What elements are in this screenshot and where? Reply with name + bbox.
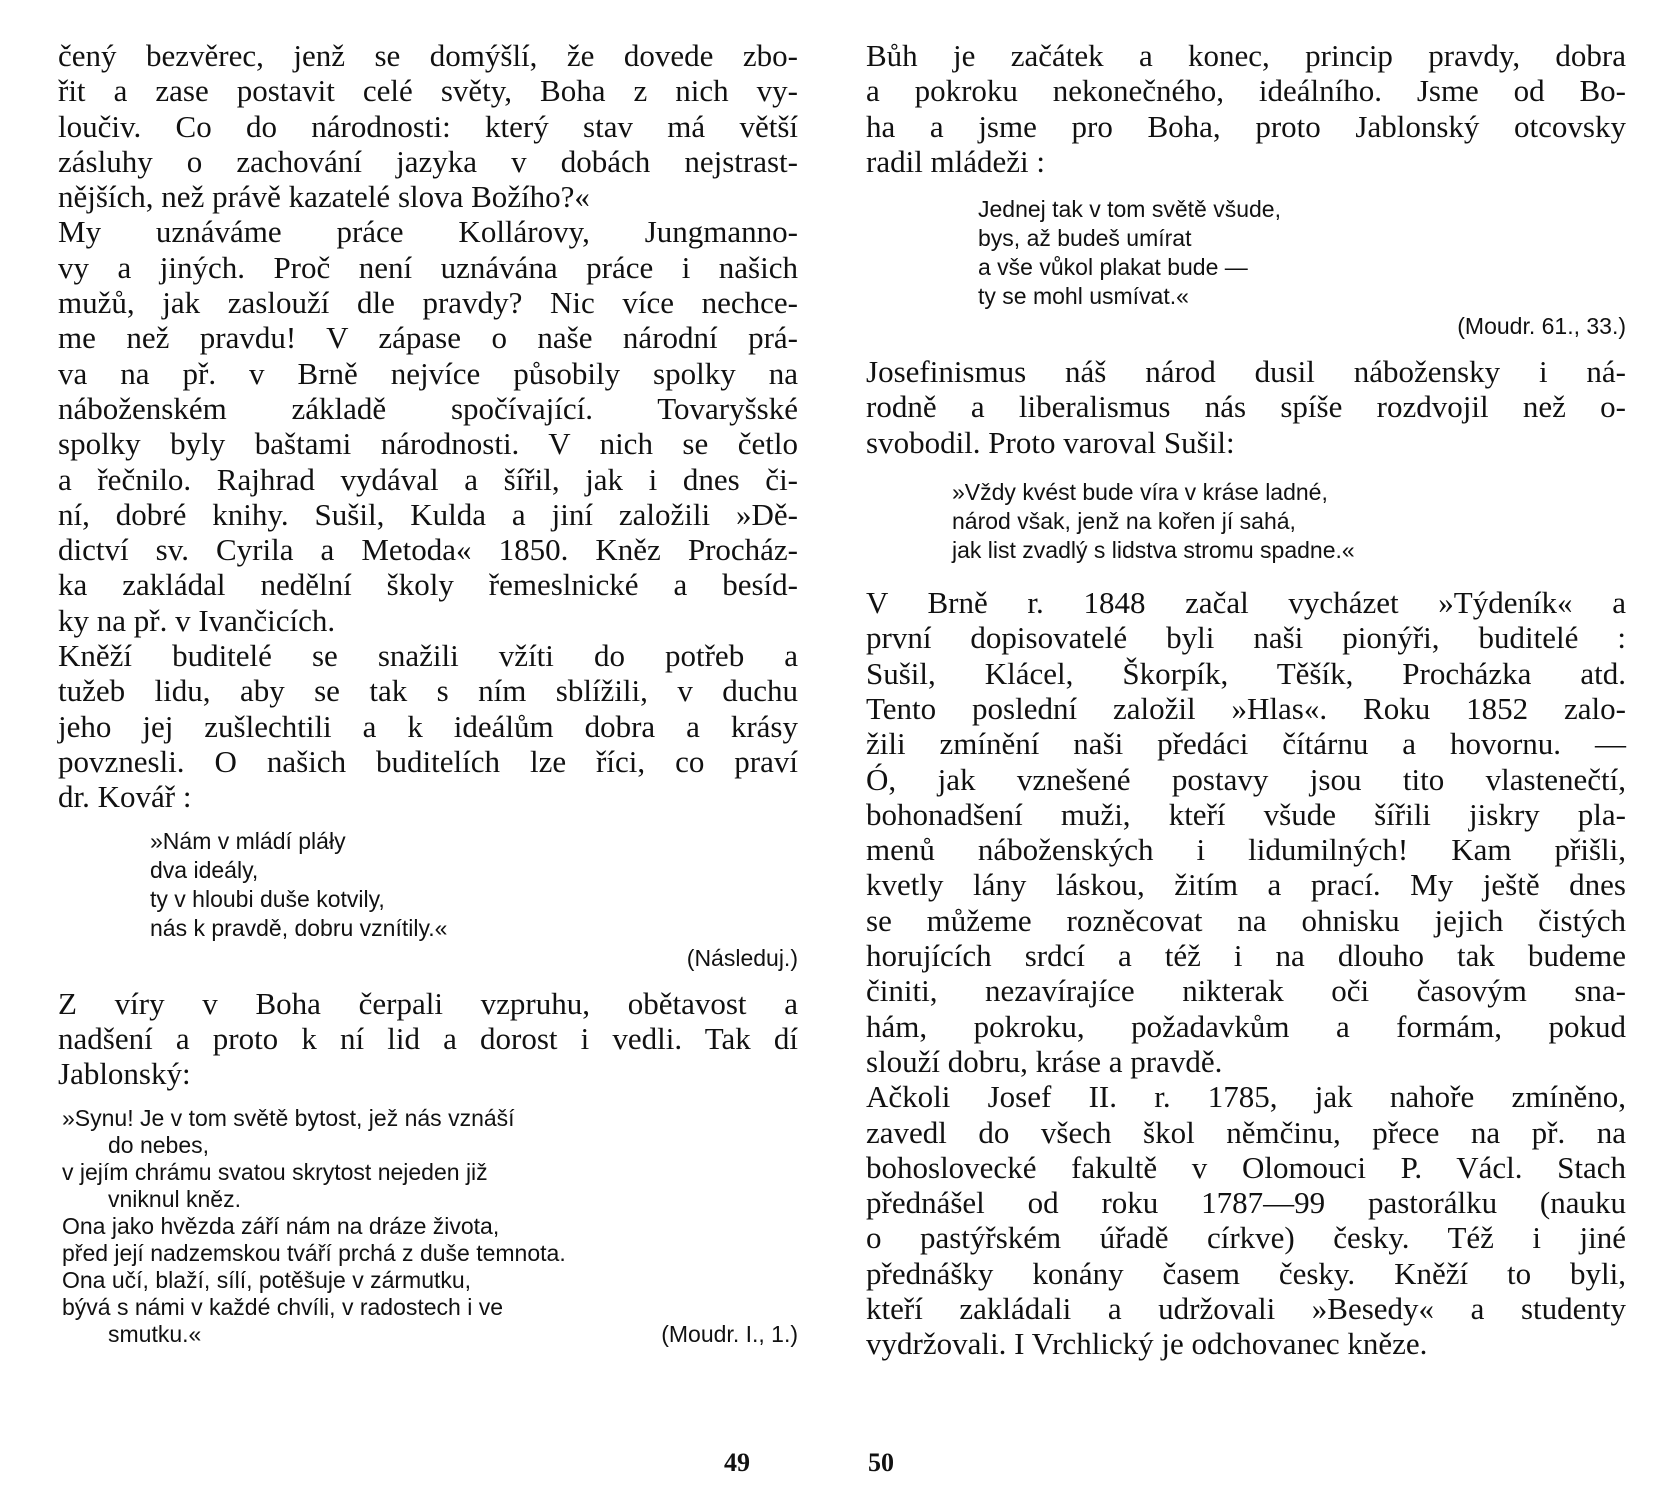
poem-line: bývá s námi v každé chvíli, v radostech i ve [62, 1294, 504, 1321]
poem-line: bys, až budeš umírat [978, 225, 1192, 252]
poem-line: vniknul kněz. [108, 1186, 241, 1213]
text-line: Ačkoli Josef II. r. 1785, jak nahoře zmíněno, [866, 1079, 1626, 1115]
text-line: dr. Kovář : [58, 779, 192, 815]
poem-line: nás k pravdě, dobru vznítily.« [150, 914, 448, 941]
poem-line: a vše vůkol plakat bude — [978, 254, 1248, 281]
poem-line: v jejím chrámu svatou skrytost nejeden již [62, 1159, 488, 1186]
text-line: Tento poslední založil »Hlas«. Roku 1852 zalo- [866, 690, 1626, 726]
text-line: zavedl do všech škol němčinu, přece na př. na [866, 1114, 1626, 1150]
text-line: svobodil. Proto varoval Sušil: [866, 424, 1235, 460]
text-line: povznesli. O našich buditelích lze říci, co praví [58, 743, 798, 779]
left-para-1 [58, 38, 798, 214]
right-citation-moudr: (Moudr. 61., 33.) [1457, 313, 1626, 340]
right-poem-susil [952, 478, 1626, 565]
text-line: náboženském základě spočívající. Tovaryšské [58, 390, 798, 426]
text-line: tužeb lidu, aby se tak s ním sblížili, v duchu [58, 673, 798, 709]
text-line: bohonadšení muži, kteří všude šířili jiskry pla- [866, 796, 1626, 832]
poem-line: »Synu! Je v tom světě bytost, jež nás vznáší [62, 1105, 515, 1132]
left-citation-moudr: (Moudr. I., 1.) [661, 1321, 798, 1348]
text-line: a pokroku nekonečného, ideálního. Jsme od Bo- [866, 73, 1626, 109]
left-para-3 [58, 638, 798, 814]
left-para-4 [58, 986, 798, 1092]
text-line: první dopisovatelé byli naši pionýři, buditelé : [866, 620, 1626, 656]
text-line: o pastýřském úřadě církve) česky. Též i jiné [866, 1220, 1626, 1256]
text-line: vydržovali. I Vrchlický je odchovanec kněze. [866, 1326, 1428, 1362]
text-line: mužů, jak zaslouží dle pravdy? Nic více nechce- [58, 285, 798, 321]
text-line: dictví sv. Cyrila a Metoda« 1850. Kněz Procház- [58, 532, 798, 568]
text-line: menů náboženských i lidumilných! Kam přišli, [866, 832, 1626, 868]
text-line: My uznáváme práce Kollárovy, Jungmanno- [58, 214, 798, 250]
text-line: a řečnilo. Rajhrad vydával a šířil, jak i dnes či- [58, 461, 798, 497]
text-line: horujících srdcí a též i na dlouho tak budeme [866, 938, 1626, 974]
right-poem-jablonsky [978, 195, 1626, 311]
text-line: Z víry v Boha čerpali vzpruhu, obětavost a [58, 985, 798, 1021]
text-line: žili zmínění naši předáci čítárnu a hovornu. — [866, 726, 1626, 762]
text-line: čený bezvěrec, jenž se domýšlí, že dovede zbo- [58, 38, 798, 73]
poem-line: Jednej tak v tom světě všude, [978, 196, 1281, 223]
poem-line: smutku.« [108, 1321, 202, 1348]
text-line: Jablonský: [58, 1056, 191, 1092]
text-line: nějších, než právě kazatelé slova Božího?« [58, 179, 590, 215]
right-para-2 [866, 354, 1626, 460]
right-page-number: 50 [868, 1448, 894, 1477]
text-line: va na př. v Brně nejvíce působily spolky na [58, 355, 798, 391]
poem-line: před její nadzemskou tváří prchá z duše temnota. [62, 1240, 566, 1267]
text-line: nadšení a proto k ní lid a dorost i vedli. Tak dí [58, 1020, 798, 1056]
poem-line: jak list zvadlý s lidstva stromu spadne.« [952, 537, 1355, 564]
left-poem-kovar [150, 827, 798, 943]
text-line: hám, pokroku, požadavkům a formám, pokud [866, 1008, 1626, 1044]
text-line: přednášel od roku 1787—99 pastorálku (nauku [866, 1185, 1626, 1221]
left-page-number: 49 [724, 1448, 750, 1477]
text-line: bohoslovecké fakultě v Olomouci P. Václ. Stach [866, 1149, 1626, 1185]
text-line: Kněží buditelé se snažili vžíti do potřeb a [58, 638, 798, 674]
poem-line: dva ideály, [150, 856, 259, 883]
left-para-2 [58, 214, 798, 638]
text-line: spolky byly baštami národnosti. V nich se četlo [58, 426, 798, 462]
text-line: Bůh je začátek a konec, princip pravdy, dobra [866, 38, 1626, 73]
text-line: kvetly lány láskou, žitím a prací. My ještě dnes [866, 867, 1626, 903]
poem-line: národ však, jenž na kořen jí sahá, [952, 508, 1296, 535]
text-line: vy a jiných. Proč není uznávána práce i našich [58, 249, 798, 285]
text-line: V Brně r. 1848 začal vycházet »Týdeník« a [866, 585, 1626, 621]
poem-line: »Vždy kvést bude víra v kráse ladné, [952, 479, 1328, 506]
right-para-4 [866, 1079, 1626, 1361]
poem-line: Ona učí, blaží, sílí, potěšuje v zármutku, [62, 1267, 472, 1294]
poem-line: »Nám v mládí pláły [150, 827, 346, 854]
text-line: rodně a liberalismus nás spíše rozdvojil než o- [866, 389, 1626, 425]
right-para-1 [866, 38, 1626, 179]
text-line: ní, dobré knihy. Sušil, Kulda a jiní založili »Dě- [58, 496, 798, 532]
text-line: me než pravdu! V zápase o naše národní prá- [58, 320, 798, 356]
text-line: ky na př. v Ivančicích. [58, 602, 336, 638]
text-line: činiti, nezavírajíce nikterak oči časovým sna- [866, 973, 1626, 1009]
text-line: ha a jsme pro Boha, proto Jablonský otcovsky [866, 108, 1626, 144]
right-page [866, 38, 1626, 1362]
poem-line: ty v hloubi duše kotvily, [150, 885, 385, 912]
left-page [58, 38, 798, 1348]
text-line: ka zakládal nedělní školy řemeslnické a besíd- [58, 567, 798, 603]
text-line: zásluhy o zachování jazyka v dobách nejstrast- [58, 143, 798, 179]
left-citation-nasleduj: (Následuj.) [686, 944, 798, 971]
text-line: Sušil, Klácel, Škorpík, Těšík, Procházka atd. [866, 655, 1626, 691]
text-line: radil mládeži : [866, 143, 1046, 179]
text-line: Ó, jak vznešené postavy jsou tito vlastenečtí, [866, 761, 1626, 797]
poem-line: ty se mohl usmívat.« [978, 283, 1189, 310]
left-poem-jablonsky [62, 1105, 798, 1348]
text-line: přednášky konány časem česky. Kněží to byli, [866, 1255, 1626, 1291]
poem-line: Ona jako hvězda září nám na dráze života, [62, 1213, 500, 1240]
text-line: loučiv. Co do národnosti: který stav má větší [58, 108, 798, 144]
poem-line: do nebes, [108, 1132, 210, 1159]
text-line: řit a zase postavit celé světy, Boha z nich vy- [58, 73, 798, 109]
text-line: kteří zakládali a udržovali »Besedy« a studenty [866, 1291, 1626, 1327]
text-line: se můžeme rozněcovat na ohnisku jejich čistých [866, 902, 1626, 938]
text-line: Josefinismus náš národ dusil nábožensky i ná- [866, 354, 1626, 390]
text-line: jeho jej zušlechtili a k ideálům dobra a krásy [58, 708, 798, 744]
right-para-3 [866, 585, 1626, 1079]
text-line: slouží dobru, kráse a pravdě. [866, 1043, 1223, 1079]
